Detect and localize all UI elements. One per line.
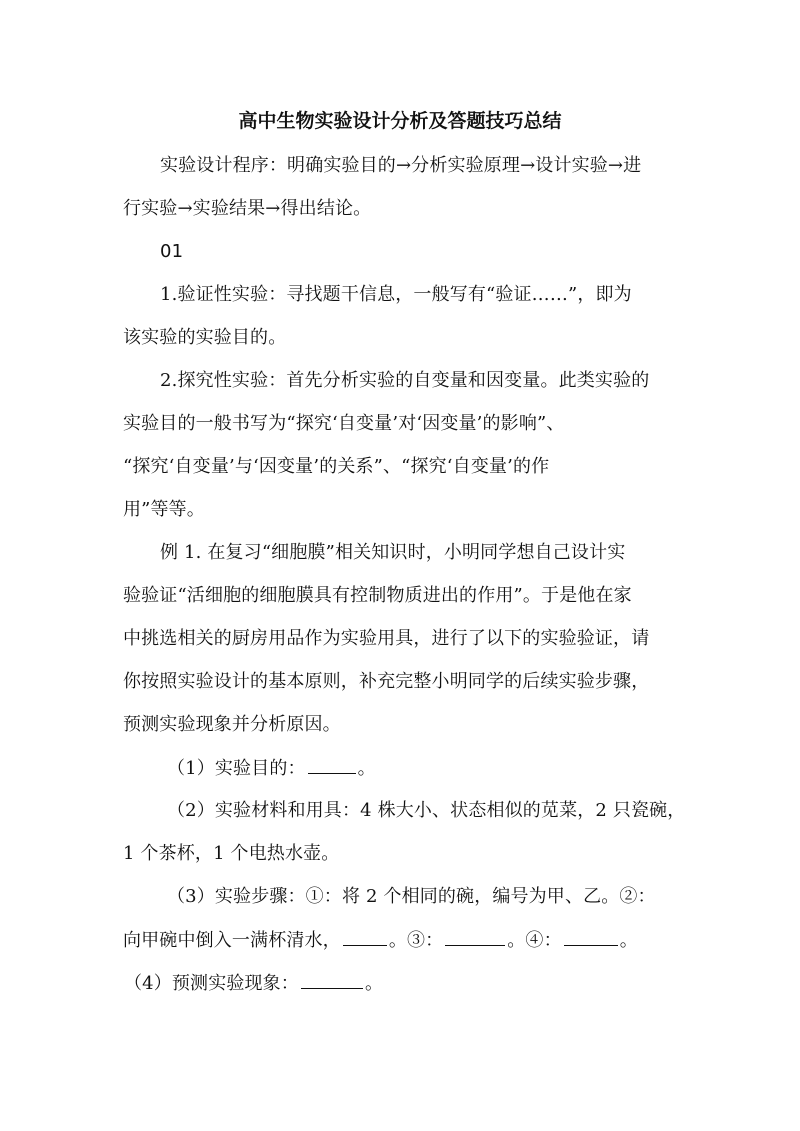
example-line-3: 中挑选相关的厨房用品作为实验用具，进行了以下的实验验证，请 [123,628,650,649]
question-3-step3-label: 。③： [388,930,444,951]
question-2-line-1: （2）实验材料和用具：4 株大小、状态相似的苋菜，2 只瓷碗， [167,800,686,821]
paragraph-line-3: 1.验证性实验：寻找题干信息，一般写有“验证……”，即为 [160,284,632,305]
question-3-line-2 [123,927,638,954]
question-2-line-2: 1 个茶杯，1 个电热水壶。 [123,843,340,864]
paragraph-line-2: 行实验→实验结果→得出结论。 [123,198,372,219]
question-4-text: （4）预测实验现象： [124,973,299,994]
question-4-end: 。 [364,973,384,994]
answer-blank-1 [308,755,356,774]
document-title: 高中生物实验设计分析及答题技巧总结 [238,110,562,132]
answer-blank-3 [445,927,505,946]
question-3-end: 。 [619,930,638,951]
question-3-line-1: （3）实验步骤：①：将 2 个相同的碗，编号为甲、乙。②： [167,886,656,907]
answer-blank-4 [564,927,618,946]
paragraph-line-7: “探究‘自变量’与‘因变量’的关系”、“探究‘自变量’的作 [123,456,550,477]
example-line-2: 验验证“活细胞的细胞膜具有控制物质进出的作用”。于是他在家 [123,585,632,606]
paragraph-line-1: 实验设计程序：明确实验目的→分析实验原理→设计实验→进 [160,155,642,176]
question-3-step4-label: 。④： [507,930,562,951]
question-1-text: （1）实验目的： [167,758,306,779]
example-line-5: 预测实验现象并分析原因。 [123,714,341,735]
paragraph-line-4: 该实验的实验目的。 [123,327,287,348]
question-4-line [124,970,383,997]
question-3-step2-text: 向甲碗中倒入一满杯清水， [123,930,341,951]
paragraph-line-5: 2.探究性实验：首先分析实验的自变量和因变量。此类实验的 [160,370,650,391]
answer-blank-2 [343,927,387,946]
section-number: 01 [160,241,184,262]
paragraph-line-8: 用”等等。 [123,499,205,520]
answer-blank-5 [301,970,363,989]
example-line-1: 例 1. 在复习“细胞膜”相关知识时，小明同学想自己设计实 [160,542,626,563]
paragraph-line-6: 实验目的一般书写为“探究‘自变量’对‘因变量’的影响”、 [123,413,565,434]
question-1-end: 。 [357,758,376,779]
question-1-line [167,755,376,782]
example-line-4: 你按照实验设计的基本原则，补充完整小明同学的后续实验步骤， [123,671,650,692]
